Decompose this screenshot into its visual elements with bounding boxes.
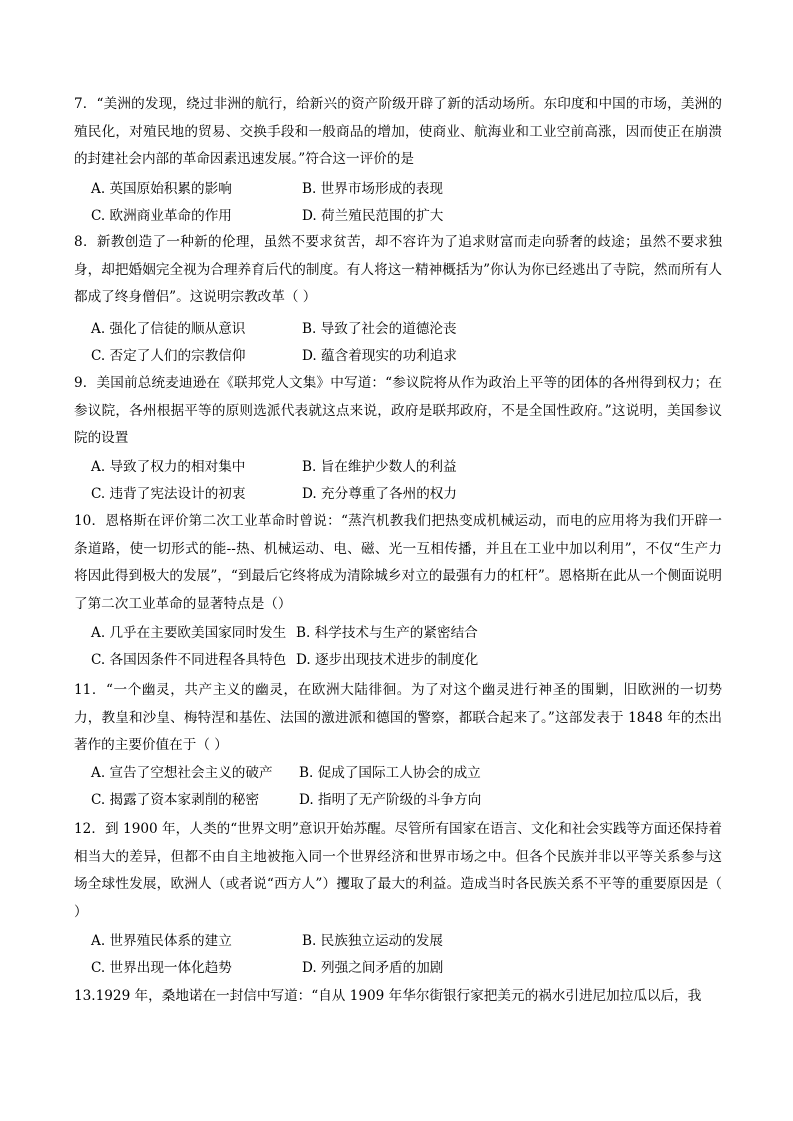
option-d[interactable]: D. 列强之间矛盾的加剧 bbox=[302, 960, 444, 976]
question-7-stem bbox=[74, 91, 722, 174]
question-number: 7． bbox=[74, 96, 97, 112]
option-d[interactable]: D. 充分尊重了各州的权力 bbox=[302, 486, 457, 502]
question-text: 新教创造了一种新的伦理，虽然不要求贫苦，却不容许为了追求财富而走向骄奢的歧途；虽然不要求独身，却把婚姻完全视为合理养育后代的制度。有人将这一精神概括为”你认为你已经逃出了寺院，然而所有人都成了终身僧侣”。这说明宗教改革（ ） bbox=[74, 234, 722, 305]
question-number: 12． bbox=[74, 821, 106, 837]
question-7-options bbox=[91, 176, 721, 230]
question-11-stem bbox=[74, 677, 722, 760]
option-d[interactable]: D. 逐步出现技术进步的制度化 bbox=[296, 652, 479, 668]
option-b[interactable]: B. 旨在维护少数人的利益 bbox=[302, 459, 457, 475]
option-b[interactable]: B. 民族独立运动的发展 bbox=[302, 933, 443, 949]
option-b[interactable]: B. 导致了社会的道德沦丧 bbox=[302, 321, 457, 337]
question-number: 13. bbox=[74, 988, 96, 1004]
option-c[interactable]: C. 否定了人们的宗教信仰 bbox=[91, 348, 246, 364]
option-a[interactable]: A. 强化了信徒的顺从意识 bbox=[91, 321, 246, 337]
option-d[interactable]: D. 指明了无产阶级的斗争方向 bbox=[299, 792, 482, 808]
question-text: 1929 年，桑地诺在一封信中写道：“自从 1909 年华尔街银行家把美元的祸水引进尼加拉瓜以后，我 bbox=[95, 988, 702, 1004]
option-a[interactable]: A. 导致了权力的相对集中 bbox=[91, 459, 246, 475]
option-c[interactable]: C. 揭露了资本家剥削的秘密 bbox=[91, 792, 260, 808]
question-number: 8． bbox=[74, 234, 97, 250]
option-c[interactable]: C. 违背了宪法设计的初衷 bbox=[91, 486, 246, 502]
option-a[interactable]: A. 世界殖民体系的建立 bbox=[91, 933, 232, 949]
question-text: 到 1900 年，人类的“世界文明”意识开始苏醒。尽管所有国家在语言、文化和社会实践等方面还保持着相当大的差异，但都不由自主地被拖入同一个世界经济和世界市场之中。但各个民族并非以平等关系参与这场全球性发展，欧洲人（或者说“西方人”）攫取了最大的利益。造成当时各民族关系不平等的重要原因是（ ） bbox=[74, 821, 722, 920]
question-10-stem bbox=[74, 508, 722, 618]
question-text: “美洲的发现，绕过非洲的航行，给新兴的资产阶级开辟了新的活动场所。东印度和中国的市场，美洲的殖民化，对殖民地的贸易、交换手段和一般商品的增加，使商业、航海业和工业空前高涨，因而使正在崩溃的封建社会内部的革命因素迅速发展。”符合这一评价的是 bbox=[74, 96, 722, 167]
option-b[interactable]: B. 世界市场形成的表现 bbox=[302, 181, 443, 197]
question-number: 10． bbox=[74, 513, 106, 529]
question-number: 11． bbox=[74, 682, 107, 698]
option-c[interactable]: C. 世界出现一体化趋势 bbox=[91, 960, 232, 976]
option-b[interactable]: B. 科学技术与生产的紧密结合 bbox=[296, 625, 478, 641]
option-c[interactable]: C. 各国因条件不同进程各具特色 bbox=[91, 652, 287, 668]
question-9-stem bbox=[74, 370, 722, 453]
option-a[interactable]: A. 几乎在主要欧美国家同时发生 bbox=[91, 625, 287, 641]
question-text: 美国前总统麦迪逊在《联邦党人文集》中写道：“参议院将从作为政治上平等的团体的各州得到权力；在参议院，各州根据平等的原则选派代表就这点来说，政府是联邦政府，不是全国性政府。”这说明，美国参议院的设置 bbox=[74, 375, 722, 446]
option-d[interactable]: D. 荷兰殖民范围的扩大 bbox=[302, 208, 444, 224]
question-13-stem bbox=[74, 983, 722, 1011]
option-b[interactable]: B. 促成了国际工人协会的成立 bbox=[299, 765, 481, 781]
question-text: “一个幽灵，共产主义的幽灵，在欧洲大陆徘徊。为了对这个幽灵进行神圣的围剿，旧欧洲的一切势力，教皇和沙皇、梅特涅和基佐、法国的激进派和德国的警察，都联合起来了。”这部发表于 1848 年的杰出著作的主要价值在于（ ） bbox=[74, 682, 722, 753]
question-number: 9． bbox=[74, 375, 97, 391]
option-c[interactable]: C. 欧洲商业革命的作用 bbox=[91, 208, 232, 224]
question-11-options bbox=[91, 760, 721, 814]
question-text: 恩格斯在评价第二次工业革命时曾说：“蒸汽机教我们把热变成机械运动，而电的应用将为我们开辟一条道路，使一切形式的能--热、机械运动、电、磁、光一互相传播，并且在工业中加以利用”，不仅“生产力将因此得到极大的发展”，“到最后它终将成为清除城乡对立的最强有力的杠杆”。恩格斯在此从一个侧面说明了第二次工业革命的显著特点是（） bbox=[74, 513, 722, 612]
question-9-options bbox=[91, 454, 721, 508]
option-d[interactable]: D. 蕴含着现实的功利追求 bbox=[302, 348, 457, 364]
question-12-options bbox=[91, 928, 721, 982]
question-10-options bbox=[91, 620, 721, 674]
question-8-options bbox=[91, 316, 721, 370]
question-8-stem bbox=[74, 229, 722, 312]
option-a[interactable]: A. 英国原始积累的影响 bbox=[91, 181, 232, 197]
question-12-stem bbox=[74, 816, 722, 926]
option-a[interactable]: A. 宣告了空想社会主义的破产 bbox=[91, 765, 273, 781]
